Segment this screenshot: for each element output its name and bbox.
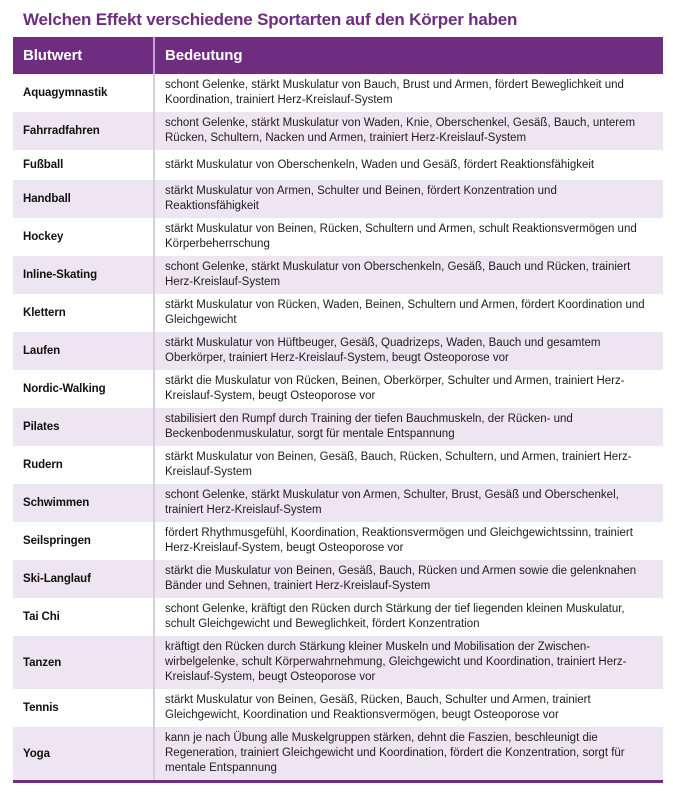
sport-name: Schwimmen [13,484,155,522]
sport-name: Pilates [13,408,155,446]
sport-name: Ski-Langlauf [13,560,155,598]
sport-effect: stärkt Muskulatur von Rücken, Waden, Beinen, Schultern und Armen, fördert Koordination und Gleichgewicht [165,299,645,326]
table-body [13,74,663,780]
table-row [13,256,663,294]
table-row [13,218,663,256]
sport-name: Seilspringen [13,522,155,560]
table-row [13,370,663,408]
table-row [13,560,663,598]
sport-name: Hockey [13,218,155,256]
sport-effect: kräftigt den Rücken durch Stärkung kleiner Muskeln und Mobilisation der Zwischenwirbelgelenke, schult Körperwahrnehmung, Gleichgewicht und Koordination, trainiert Herz-Kreislauf-System, beugt Osteoporose vor [165,641,627,683]
sport-name: Rudern [13,446,155,484]
sport-effect: fördert Rhythmusgefühl, Koordination, Reaktionsvermögen und Gleichgewichtssinn, trainiert Herz-Kreislauf-System, beugt Osteoporose vor [165,527,633,554]
sport-effect: schont Gelenke, stärkt Muskulatur von Waden, Knie, Oberschenkel, Gesäß, Bauch, unterem Rücken, Schultern, Nacken und Armen, trainiert Herz-Kreislauf-System [165,117,636,144]
table-row [13,522,663,560]
sport-name: Klettern [13,294,155,332]
sport-name: Inline-Skating [13,256,155,294]
table-row [13,484,663,522]
sport-name: Aquagymnastik [13,74,155,112]
sport-effect: stärkt Muskulatur von Beinen, Rücken, Schultern und Armen, schult Reaktionsvermögen und Körperbeherrschung [165,223,637,250]
sport-name: Fahrradfahren [13,112,155,150]
table-row [13,408,663,446]
table-row [13,180,663,218]
sport-effect: stärkt Muskulatur von Beinen, Gesäß, Rücken, Bauch, Schulter und Armen, trainiert Gleichgewicht, Koordination und Reaktionsvermögen, beugt Osteoporose vor [165,694,591,721]
sport-effect: stärkt Muskulatur von Armen, Schulter und Beinen, fördert Konzentration und Reaktionsfähigkeit [165,185,557,212]
column-header-blutwert: Blutwert [13,37,155,74]
sport-name: Tanzen [13,636,155,689]
table-row [13,727,663,780]
sport-name: Nordic-Walking [13,370,155,408]
sport-name: Fußball [13,150,155,180]
page-title: Welchen Effekt verschiedene Sportarten auf den Körper haben [23,10,518,29]
sport-effect: stabilisiert den Rumpf durch Training der tiefen Bauchmuskeln, der Rücken- und Beckenbodenmuskulatur, sorgt für mentale Entspannung [165,413,573,440]
sport-effect: schont Gelenke, kräftigt den Rücken durch Stärkung der tief liegenden kleinen Muskulatur, schult Gleichgewicht und Beweglichkeit, fördert Konzentration [165,603,625,630]
sport-name: Yoga [13,727,155,780]
sports-effects-table [13,37,663,783]
sport-effect: stärkt die Muskulatur von Rücken, Beinen, Oberkörper, Schulter und Armen, trainiert Herz-Kreislauf-System, beugt Osteoporose vor [165,375,625,402]
sport-name: Handball [13,180,155,218]
sport-effect: stärkt Muskulatur von Beinen, Gesäß, Bauch, Rücken, Schultern, und Armen, trainiert Herz-Kreislauf-System [165,451,632,478]
table-row [13,446,663,484]
sport-name: Tai Chi [13,598,155,636]
sport-name: Laufen [13,332,155,370]
table-row [13,636,663,689]
table-row [13,74,663,112]
sport-name: Tennis [13,689,155,727]
table-header-row [13,37,663,74]
sport-effect: schont Gelenke, stärkt Muskulatur von Oberschenkeln, Gesäß, Bauch und Rücken, trainiert Herz-Kreislauf-System [165,261,631,288]
sport-effect: schont Gelenke, stärkt Muskulatur von Bauch, Brust und Armen, fördert Beweglichkeit und Koordination, trainiert Herz-Kreislauf-System [165,79,624,106]
table-row [13,598,663,636]
table-row [13,294,663,332]
table-row [13,150,663,180]
table-row [13,112,663,150]
sport-effect: kann je nach Übung alle Muskelgruppen stärken, dehnt die Faszien, beschleunigt die Regeneration, trainiert Gleichgewicht und Koordination, fördert die Konzentration, sorgt für mentale Entspannung [165,732,625,774]
table-row [13,332,663,370]
sport-effect: schont Gelenke, stärkt Muskulatur von Armen, Schulter, Brust, Gesäß und Oberschenkel, trainiert Herz-Kreislauf-System [165,489,619,516]
sport-effect: stärkt die Muskulatur von Beinen, Gesäß, Bauch, Rücken und Armen sowie die gelenknahen Bänder und Sehnen, trainiert Herz-Kreislauf-System [165,565,637,592]
column-header-bedeutung: Bedeutung [165,47,243,64]
sport-effect: stärkt Muskulatur von Hüftbeuger, Gesäß, Quadrizeps, Waden, Bauch und gesamtem Oberkörper, trainiert Herz-Kreislauf-System, beugt Osteoporose vor [165,337,601,364]
table-row [13,689,663,727]
sport-effect: stärkt Muskulatur von Oberschenkeln, Waden und Gesäß, fördert Reaktionsfähigkeit [165,158,595,171]
